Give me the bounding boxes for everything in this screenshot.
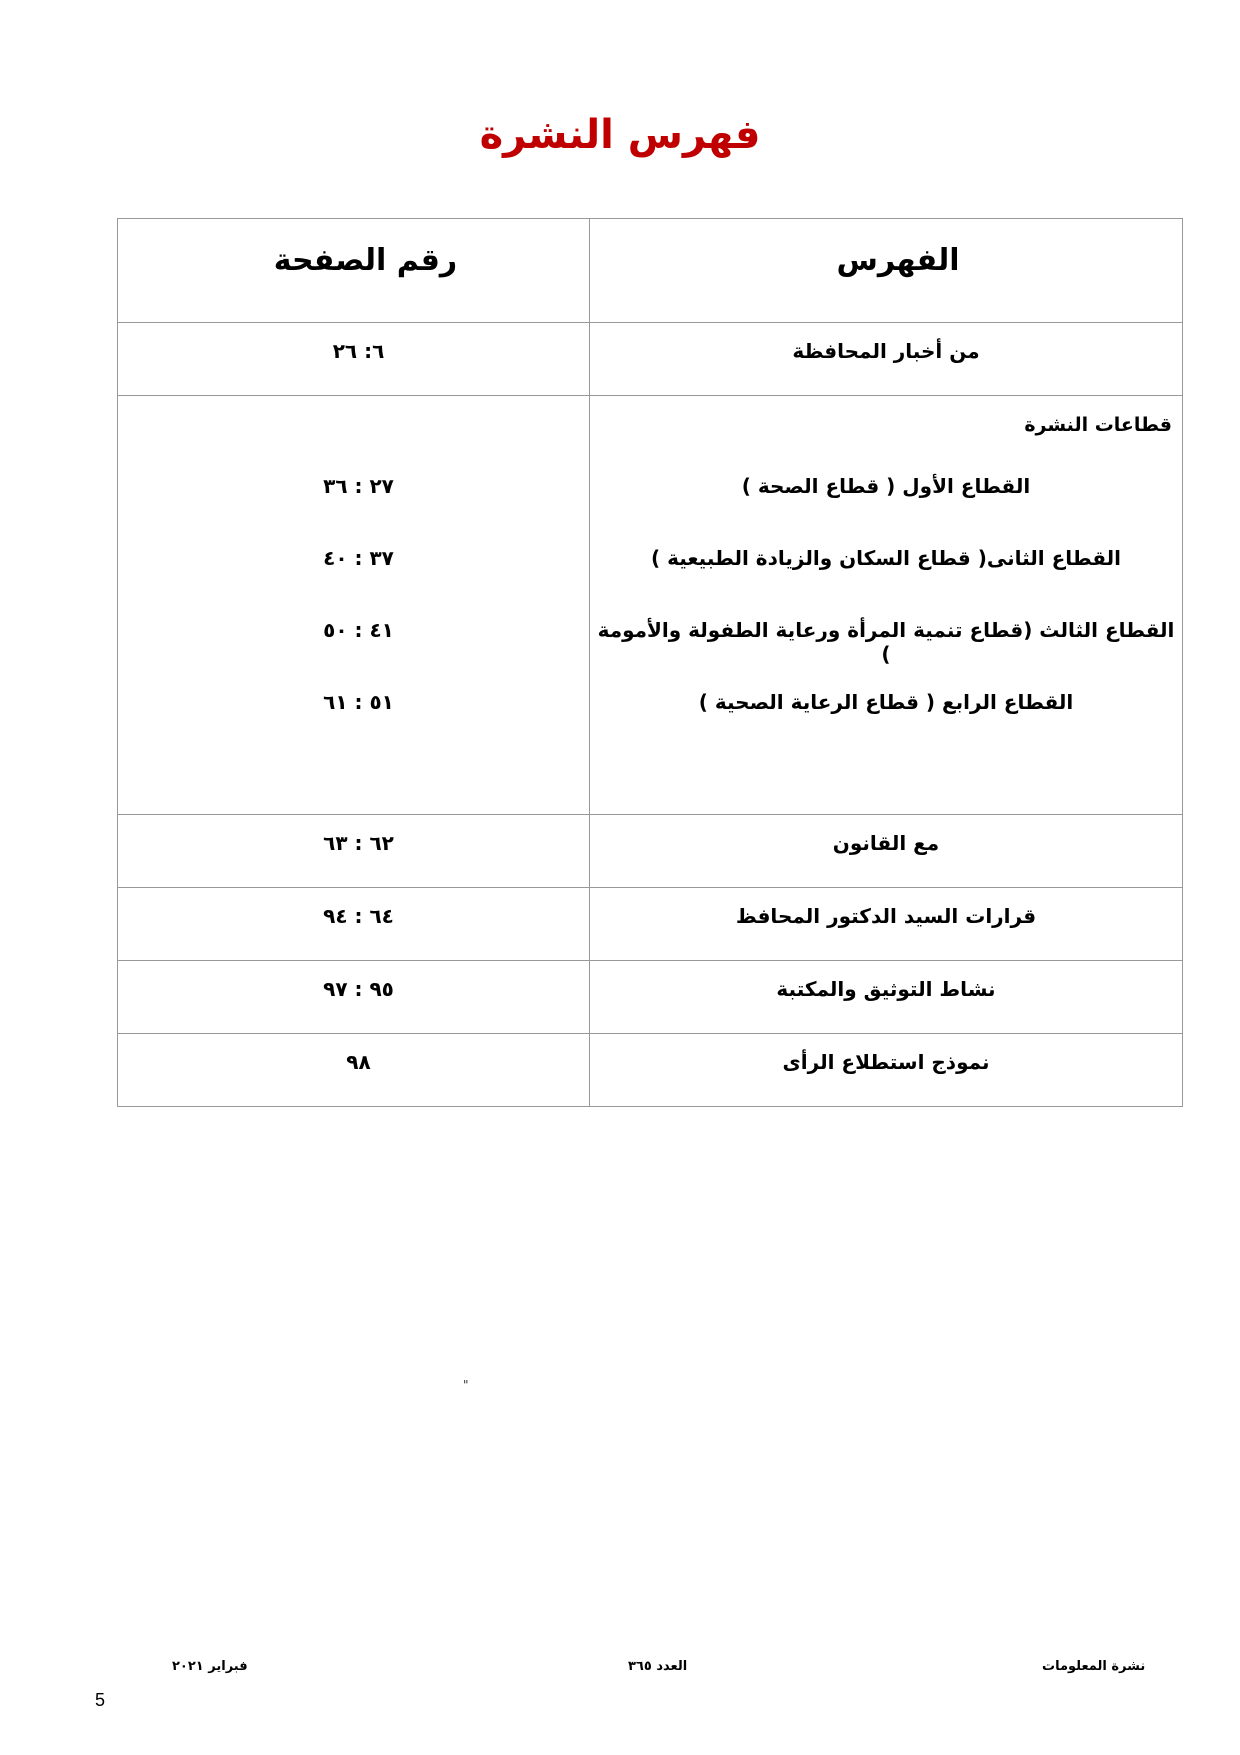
table-row (118, 961, 1183, 1034)
header-page-number: رقم الصفحة (273, 243, 458, 278)
row-label: مع القانون (832, 831, 940, 855)
footer-publication: نشرة المعلومات (1042, 1659, 1146, 1674)
row-pages: ٩٨ (346, 1050, 371, 1074)
row-label: نموذج استطلاع الرأى (782, 1050, 990, 1074)
footer-issue: العدد ٣٦٥ (628, 1659, 688, 1674)
row-pages: ٩٥ : ٩٧ (323, 977, 394, 1001)
sector-label: القطاع الرابع ( قطاع الرعاية الصحية ) (698, 690, 1074, 714)
header-index: الفهرس (836, 243, 960, 278)
row-label: من أخبار المحافظة (792, 339, 980, 363)
sector-label: القطاع الأول ( قطاع الصحة ) (741, 474, 1031, 498)
row-pages: ٦٤ : ٩٤ (323, 904, 394, 928)
table-header-row (118, 219, 1183, 323)
footer-date: فبراير ٢٠٢١ (172, 1659, 248, 1674)
sectors-title: قطاعات النشرة (1024, 414, 1172, 436)
page-title: فهرس النشرة (479, 112, 761, 158)
row-pages: ٦٢ : ٦٣ (323, 831, 394, 855)
table-row (118, 815, 1183, 888)
header-index-cell (590, 219, 1183, 323)
page-number: 5 (95, 1690, 106, 1710)
toc-table (117, 218, 1183, 1107)
stray-mark: " (463, 1378, 469, 1392)
sector-pages: ٥١ : ٦١ (323, 690, 394, 714)
table-row (118, 323, 1183, 396)
sectors-row (118, 396, 1183, 815)
row-label: قرارات السيد الدكتور المحافظ (735, 904, 1037, 928)
row-pages: ٦: ٢٦ (332, 339, 385, 363)
sector-pages: ٣٧ : ٤٠ (323, 546, 394, 570)
header-page-cell (118, 219, 590, 323)
sector-label: القطاع الثانى( قطاع السكان والزيادة الطبيعية ) (650, 546, 1122, 570)
sector-pages: ٢٧ : ٣٦ (323, 474, 394, 498)
table-row (118, 1034, 1183, 1107)
table-row (118, 888, 1183, 961)
row-label: نشاط التوثيق والمكتبة (776, 977, 996, 1001)
sector-pages: ٤١ : ٥٠ (323, 618, 394, 642)
sector-label: القطاع الثالث (قطاع تنمية المرأة ورعاية الطفولة والأمومة ) (597, 618, 1175, 666)
